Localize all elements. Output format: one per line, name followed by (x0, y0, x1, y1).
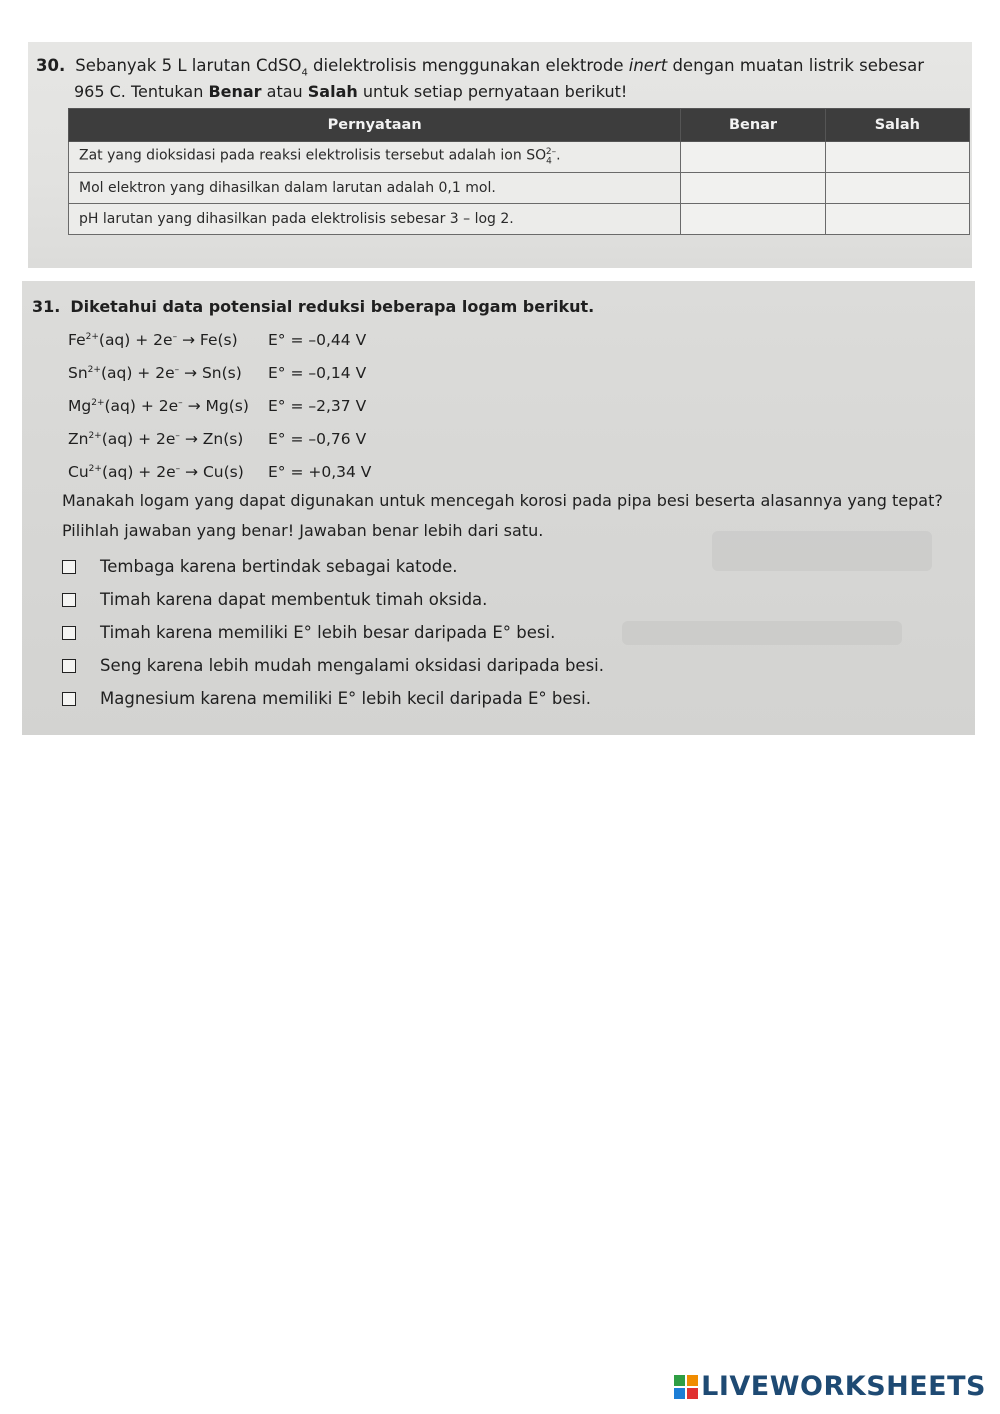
q30-text: Sebanyak 5 L larutan CdSO (75, 56, 302, 75)
salah-cell[interactable] (825, 204, 969, 235)
reaction-ion: Cu (68, 463, 89, 481)
question-30-text-line2 (74, 82, 627, 101)
option-label: Timah karena dapat membentuk timah oksida. (100, 590, 488, 609)
benar-cell[interactable] (681, 173, 825, 204)
reaction-cu (68, 463, 371, 481)
reaction-charge: 2+ (87, 364, 101, 375)
reaction-potential: E° = –0,14 V (268, 364, 367, 382)
logo-square (687, 1375, 698, 1386)
statement-subscript: 4 (546, 156, 552, 167)
reaction-text: (aq) + 2e (98, 331, 173, 349)
reaction-product: → Cu(s) (180, 463, 244, 481)
reaction-potential: E° = –2,37 V (268, 397, 367, 415)
logo-grid-icon (674, 1375, 698, 1399)
reaction-text: (aq) + 2e (100, 364, 175, 382)
question-31-title-text: Diketahui data potensial reduksi beberapa logam berikut. (70, 297, 595, 316)
checkbox[interactable] (62, 659, 76, 673)
table-row (69, 142, 970, 173)
q30-text: 965 C. Tentukan (74, 82, 209, 101)
header-benar: Benar (681, 109, 825, 142)
statement-cell: Mol elektron yang dihasilkan dalam larutan adalah 0,1 mol. (69, 173, 681, 204)
question-31-number: 31. (32, 297, 61, 316)
table-row (69, 173, 970, 204)
option-tembaga[interactable] (62, 557, 458, 576)
checkbox[interactable] (62, 626, 76, 640)
question-31-instruction: Pilihlah jawaban yang benar! Jawaban benar lebih dari satu. (62, 521, 544, 540)
table-row (69, 204, 970, 235)
option-label: Tembaga karena bertindak sebagai katode. (100, 557, 458, 576)
statement-cell (69, 142, 681, 173)
logo-text: LIVEWORKSHEETS (701, 1371, 986, 1402)
liveworksheets-logo[interactable] (674, 1371, 986, 1402)
logo-square (674, 1375, 685, 1386)
reaction-text: (aq) + 2e (104, 397, 179, 415)
reaction-electron-charge: – (174, 364, 180, 375)
reaction-mg (68, 397, 366, 415)
q30-bold-benar: Benar (208, 82, 262, 101)
reaction-electron-charge: – (178, 397, 183, 408)
q30-text: dielektrolisis menggunakan elektrode (307, 56, 629, 75)
reaction-ion: Mg (68, 397, 92, 415)
question-31-title (32, 297, 594, 316)
photo-smear (712, 531, 932, 571)
reaction-charge: 2+ (88, 430, 102, 441)
option-label: Timah karena memiliki E° lebih besar daripada E° besi. (100, 623, 556, 642)
option-seng[interactable] (62, 656, 604, 675)
checkbox[interactable] (62, 593, 76, 607)
benar-cell[interactable] (681, 142, 825, 173)
reaction-electron-charge: – (175, 430, 180, 441)
logo-square (674, 1388, 685, 1399)
checkbox[interactable] (62, 560, 76, 574)
salah-cell[interactable] (825, 173, 969, 204)
question-31-prompt: Manakah logam yang dapat digunakan untuk mencegah korosi pada pipa besi beserta alasannya yang tepat? (62, 491, 943, 510)
question-30-text-line1 (36, 56, 924, 78)
statement-cell: pH larutan yang dihasilkan pada elektrolisis sebesar 3 – log 2. (69, 204, 681, 235)
reaction-electron-charge: – (172, 331, 178, 342)
reaction-potential: E° = –0,44 V (268, 331, 367, 349)
reaction-product: → Zn(s) (179, 430, 244, 448)
option-label: Magnesium karena memiliki E° lebih kecil daripada E° besi. (100, 689, 591, 708)
statement-superscript: 2– (545, 147, 557, 158)
statement-table (68, 108, 970, 235)
reaction-charge: 2+ (85, 331, 99, 342)
logo-square (687, 1388, 698, 1399)
statement-text: . (556, 147, 561, 164)
reaction-text: (aq) + 2e (101, 463, 176, 481)
reaction-charge: 2+ (91, 397, 105, 408)
reaction-sn (68, 364, 366, 382)
reaction-potential: E° = +0,34 V (268, 463, 372, 481)
reaction-potential: E° = –0,76 V (268, 430, 367, 448)
reaction-text: (aq) + 2e (101, 430, 176, 448)
reaction-product: → Mg(s) (182, 397, 249, 415)
option-magnesium[interactable] (62, 689, 591, 708)
checkbox[interactable] (62, 692, 76, 706)
option-label: Seng karena lebih mudah mengalami oksidasi daripada besi. (100, 656, 604, 675)
q30-italic: inert (628, 56, 668, 75)
q30-subscript: 4 (301, 67, 308, 79)
header-pernyataan: Pernyataan (69, 109, 681, 142)
option-timah-oksida[interactable] (62, 590, 487, 609)
photo-smear (622, 621, 902, 645)
q30-text: dengan muatan listrik sebesar (667, 56, 925, 75)
question-31-block (22, 281, 975, 735)
statement-text: Zat yang dioksidasi pada reaksi elektrolisis tersebut adalah ion SO (79, 147, 547, 164)
reaction-fe (68, 331, 366, 349)
option-timah-potensial[interactable] (62, 623, 555, 642)
reaction-product: → Sn(s) (179, 364, 242, 382)
reaction-product: → Fe(s) (177, 331, 238, 349)
benar-cell[interactable] (681, 204, 825, 235)
reaction-zn (68, 430, 366, 448)
salah-cell[interactable] (825, 142, 969, 173)
question-30-number: 30. (36, 56, 66, 75)
q30-text: atau (261, 82, 308, 101)
reaction-ion: Sn (68, 364, 88, 382)
reaction-charge: 2+ (88, 463, 102, 474)
q30-text: untuk setiap pernyataan berikut! (357, 82, 628, 101)
reaction-electron-charge: – (175, 463, 181, 474)
q30-bold-salah: Salah (307, 82, 358, 101)
header-salah: Salah (825, 109, 969, 142)
reaction-ion: Zn (68, 430, 89, 448)
reaction-ion: Fe (68, 331, 86, 349)
question-30-block (28, 42, 972, 268)
